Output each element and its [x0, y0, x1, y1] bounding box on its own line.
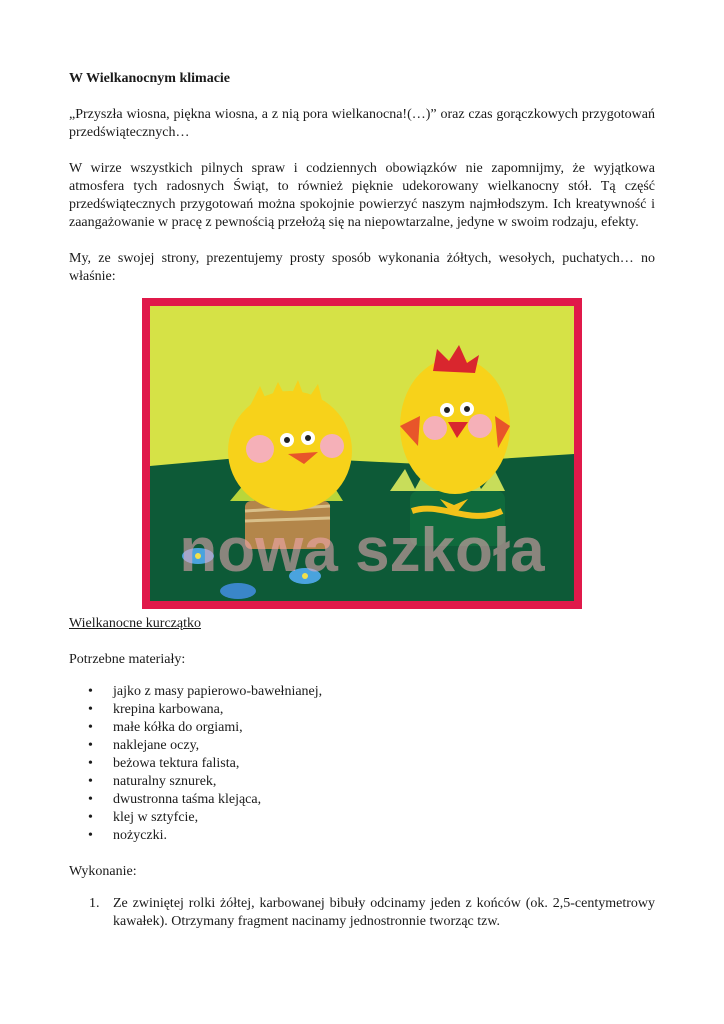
bullet-icon: • — [88, 738, 93, 753]
material-text: jajko z masy papierowo-bawełnianej, — [113, 684, 323, 699]
intro-quote: „Przyszła wiosna, piękna wiosna, a z nią pora wielkanocna!(…)” oraz czas gorączkowych przygotowań przedświątecznych… — [69, 107, 655, 140]
watermark-text: nowa szkoła — [179, 516, 545, 585]
bullet-icon: • — [88, 702, 93, 717]
paragraph-2: My, ze swojej strony, prezentujemy prosty sposób wykonania żółtych, wesołych, puchatych… no właśnie: — [69, 251, 655, 284]
section-heading: Wielkanocne kurczątko — [69, 616, 201, 631]
material-text: dwustronna taśma klejąca, — [113, 792, 262, 807]
step-item — [69, 895, 655, 931]
bullet-icon: • — [88, 756, 93, 771]
photo-frame — [142, 298, 582, 609]
material-text: naklejane oczy, — [113, 738, 200, 753]
material-item — [69, 809, 655, 827]
material-item — [69, 827, 655, 845]
material-item — [69, 791, 655, 809]
material-item — [69, 737, 655, 755]
material-text: naturalny sznurek, — [113, 774, 217, 789]
material-item — [69, 701, 655, 719]
materials-heading: Potrzebne materiały: — [69, 652, 186, 667]
bullet-icon: • — [88, 774, 93, 789]
material-text: małe kółka do orgiami, — [113, 720, 243, 735]
easter-chicks-photo — [150, 306, 574, 601]
bullet-icon: • — [88, 792, 93, 807]
bullet-icon: • — [88, 684, 93, 699]
bullet-icon: • — [88, 720, 93, 735]
material-text: nożyczki. — [113, 828, 168, 843]
document-title: W Wielkanocnym klimacie — [69, 71, 231, 86]
material-text: beżowa tektura falista, — [113, 756, 240, 771]
material-item — [69, 755, 655, 773]
step-number: 1. — [89, 896, 100, 911]
materials-list — [69, 683, 655, 845]
photo-wall — [150, 306, 574, 466]
material-item — [69, 773, 655, 791]
material-item — [69, 719, 655, 737]
paragraph-1: W wirze wszystkich pilnych spraw i codziennych obowiązków nie zapomnijmy, że wyjątkowa atmosfera tych radosnych Świąt, to również pięknie udekorowany wielkanocny stół. Tą część przedświątecznych przygotowań można spokojnie powierzyć naszym najmłodszym. Ich kreatywność i zaangażowanie w pracę z pewnością przełożą się na niepowtarzalne, jedyne w swoim rodzaju, efekty. — [69, 161, 655, 230]
step-text: Ze zwiniętej rolki żółtej, karbowanej bibuły odcinamy jeden z końców (ok. 2,5-centymetrowy kawałek). Otrzymany fragment nacinamy jednostronnie tworząc tzw. — [113, 896, 655, 929]
steps-heading: Wykonanie: — [69, 864, 137, 879]
document-page — [69, 66, 655, 931]
figure — [69, 298, 655, 615]
material-text: krepina karbowana, — [113, 702, 224, 717]
material-text: klej w sztyfcie, — [113, 810, 199, 825]
bullet-icon: • — [88, 828, 93, 843]
bullet-icon: • — [88, 810, 93, 825]
steps-list — [69, 895, 655, 931]
material-item — [69, 683, 655, 701]
